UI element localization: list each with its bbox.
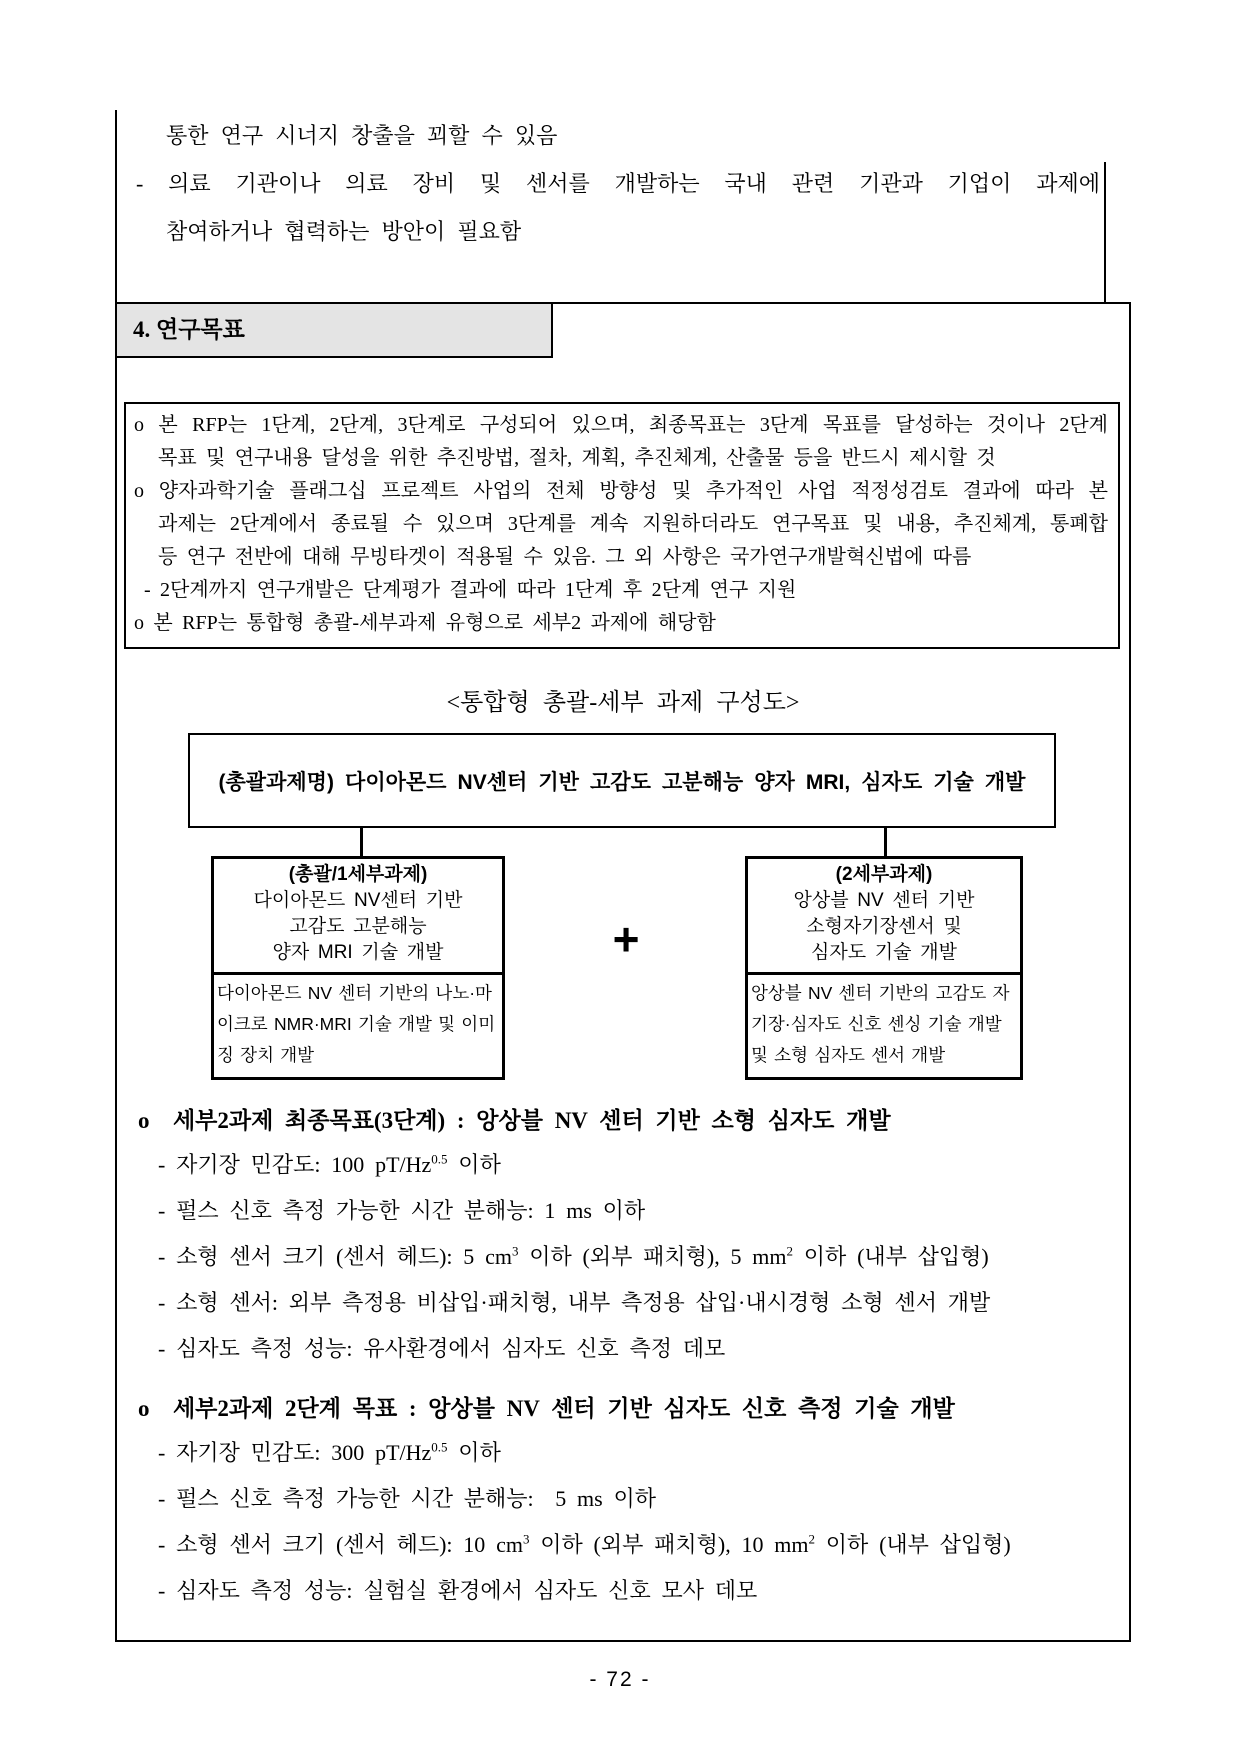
subtask2-line: 심자도 기술 개발 [811, 942, 957, 963]
goal-item: - 소형 센서 크기 (센서 헤드): 10 $cm^3$ 이하 (외부 패치형), 10 $mm^2$ 이하 (내부 삽입형) [158, 1531, 1011, 1557]
goals-stage2-heading: o 세부2과제 2단계 목표 : 앙상블 NV 센터 기반 심자도 신호 측정 기술 개발 [138, 1396, 955, 1421]
subtask1-line: 양자 MRI 기술 개발 [272, 942, 444, 963]
goal-item: - 심자도 측정 성능: 실험실 환경에서 심자도 신호 모사 데모 [158, 1578, 758, 1603]
subtask1-head [214, 859, 502, 975]
subtask1-desc: 다이아몬드 NV 센터 기반의 나노·마이크로 NMR·MRI 기술 개발 및 이미징 장치 개발 [217, 983, 496, 1065]
goal-item: - 소형 센서: 외부 측정용 비삽입·패치형, 내부 측정용 삽입·내시경형 소형 센서 개발 [158, 1290, 991, 1315]
diagram-overall-box [188, 733, 1056, 828]
goal-item: - 자기장 민감도: 100 $pT/Hz^{0.5}$ 이하 [158, 1151, 501, 1177]
subtask1-title: (총괄/1세부과제) [288, 864, 428, 885]
diagram-subtask2-box [745, 856, 1023, 1080]
section-header [115, 302, 553, 358]
goal-item: - 자기장 민감도: 300 $pT/Hz^{0.5}$ 이하 [158, 1439, 501, 1465]
notice-box [124, 402, 1120, 649]
subtask1-line: 고감도 고분해능 [289, 916, 427, 937]
notice-line: 등 연구 전반에 대해 무빙타겟이 적용될 수 있음. 그 외 사항은 국가연구개발혁신법에 따름 [158, 546, 972, 568]
goal-item: - 소형 센서 크기 (센서 헤드): 5 $cm^3$ 이하 (외부 패치형), 5 $mm^2$ 이하 (내부 삽입형) [158, 1243, 989, 1269]
prev-cell-right-border [1104, 162, 1106, 302]
subtask2-line: 소형자기장센서 및 [806, 916, 962, 937]
goals-final-heading: o 세부2과제 최종목표(3단계) : 앙상블 NV 센터 기반 소형 심자도 개발 [138, 1108, 891, 1133]
notice-line: o 양자과학기술 플래그십 프로젝트 사업의 전체 방향성 및 추가적인 사업 적정성검토 결과에 따라 본 [134, 480, 1108, 502]
diagram-subtask1-box [211, 856, 505, 1080]
subtask2-head [748, 859, 1020, 975]
notice-line: 목표 및 연구내용 달성을 위한 추진방법, 절차, 계획, 추진체계, 산출물 등을 반드시 제시할 것 [158, 447, 996, 469]
notice-line: o 본 RFP는 1단계, 2단계, 3단계로 구성되어 있으며, 최종목표는 3단계 목표를 달성하는 것이나 2단계 [134, 414, 1108, 436]
goals-stage2-items [158, 1430, 1124, 1614]
notice-line: - 2단계까지 연구개발은 단계평가 결과에 따라 1단계 후 2단계 연구 지원 [144, 579, 797, 601]
prev-cell-left-border [115, 110, 117, 302]
diagram-overall-box-text: (총괄과제명) 다이아몬드 NV센터 기반 고감도 고분해능 양자 MRI, 심자도 기술 개발 [218, 770, 1026, 794]
connector-left [360, 828, 363, 856]
intro-line: 참여하거나 협력하는 방안이 필요함 [166, 219, 522, 244]
goal-item: - 펄스 신호 측정 가능한 시간 분해능: 1 ms 이하 [158, 1198, 646, 1223]
connector-right [884, 828, 887, 856]
goal-item: - 펄스 신호 측정 가능한 시간 분해능: 5 ms 이하 [158, 1486, 656, 1511]
intro-line: - 의료 기관이나 의료 장비 및 센서를 개발하는 국내 관련 기관과 기업이 과제에 [136, 171, 1100, 196]
subtask2-desc: 앙상블 NV 센터 기반의 고감도 자기장·심자도 신호 센싱 기술 개발 및 소형 심자도 센서 개발 [751, 983, 1010, 1065]
intro-line: 통한 연구 시너지 창출을 꾀할 수 있음 [166, 123, 558, 148]
subtask2-title: (2세부과제) [835, 864, 933, 885]
subtask2-line: 앙상블 NV 센터 기반 [793, 890, 975, 911]
notice-line: o 본 RFP는 통합형 총괄-세부과제 유형으로 세부2 과제에 해당함 [134, 612, 716, 634]
diagram-title: <통합형 총괄-세부 과제 구성도> [446, 690, 800, 716]
subtask1-line: 다이아몬드 NV센터 기반 [253, 890, 463, 911]
page-number: - 72 - [589, 1668, 651, 1691]
plus-sign: + [612, 913, 640, 965]
prev-section-text [128, 112, 1100, 256]
section-header-label: 4. 연구목표 [133, 317, 245, 342]
goal-item: - 심자도 측정 성능: 유사환경에서 심자도 신호 측정 데모 [158, 1336, 726, 1361]
goals-final-items [158, 1142, 1124, 1372]
notice-line: 과제는 2단계에서 종료될 수 있으며 3단계를 계속 지원하더라도 연구목표 및 내용, 추진체계, 통폐합 [158, 513, 1108, 535]
